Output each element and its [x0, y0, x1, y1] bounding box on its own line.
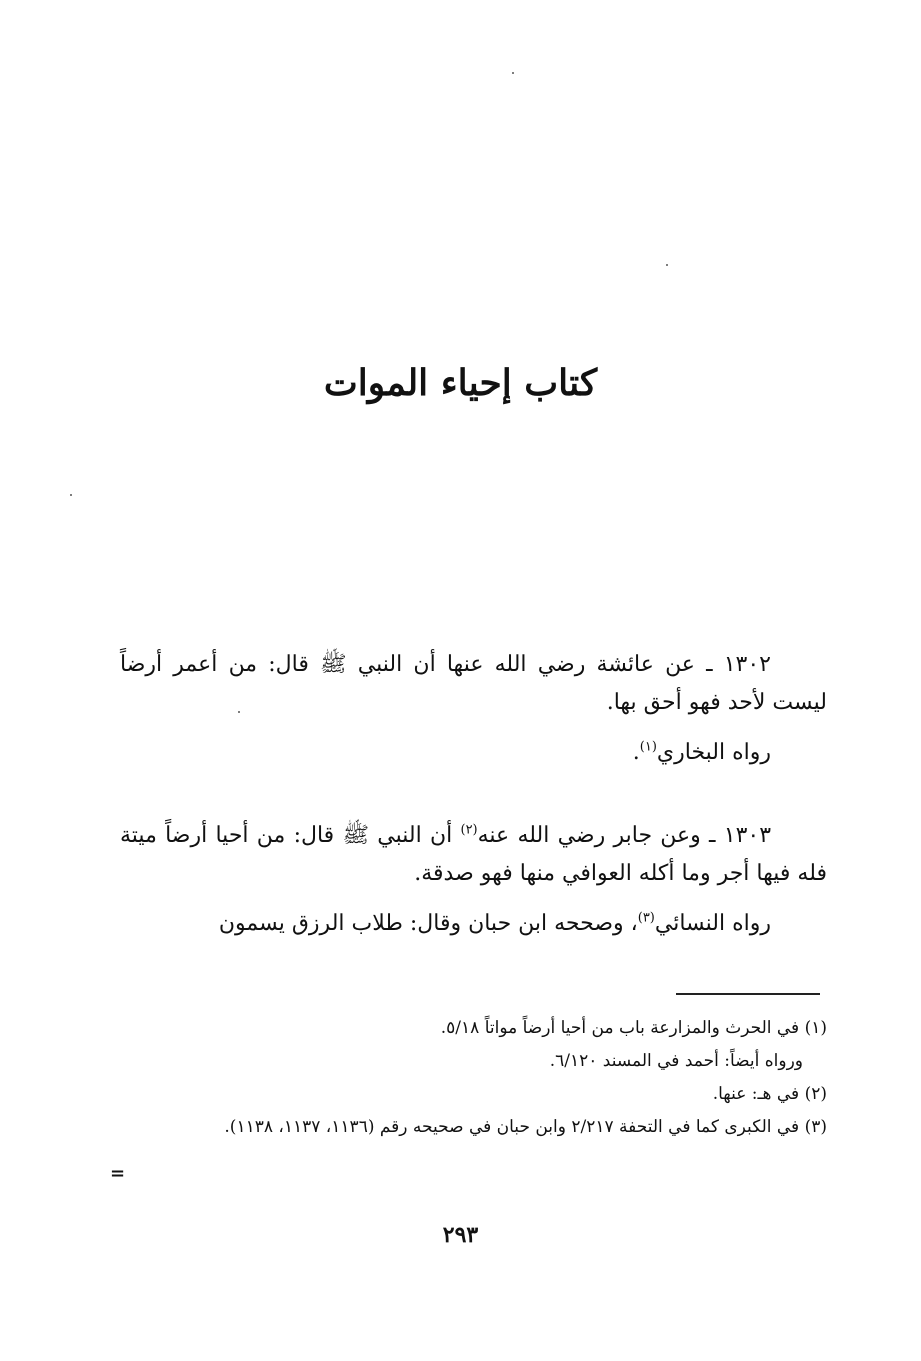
footnote-ref: (٢)	[460, 822, 478, 838]
page-number: ٢٩٣	[442, 1222, 479, 1248]
hadith-source	[120, 905, 827, 943]
source-text: رواه البخاري	[656, 740, 771, 765]
hadith-entry-1303	[120, 817, 827, 943]
source-end: .	[632, 740, 640, 765]
hadith-text-start: ١٣٠٣ ـ وعن جابر رضي الله عنه	[477, 823, 772, 848]
chapter-title: كتاب إحياء الموات	[323, 362, 598, 404]
scan-speck	[666, 264, 668, 266]
scan-speck	[70, 494, 72, 496]
footnote-ref: (١)	[639, 739, 657, 755]
footnote-3: (٣) في الكبرى كما في التحفة ٢/٢١٧ وابن حبان في صحيحه رقم (١١٣٦، ١١٣٧، ١١٣٨).	[224, 1117, 827, 1137]
footnote-ref: (٣)	[637, 910, 655, 926]
hadith-text: ١٣٠٢ ـ عن عائشة رضي الله عنها أن النبي ﷺ قال: من أعمر أرضاً ليست لأحد فهو أحق بها.	[120, 652, 827, 715]
source-text-rest: ، وصححه ابن حبان وقال: طلاب الرزق يسمون	[218, 911, 638, 936]
hadith-entry-1302	[120, 646, 827, 772]
footnote-1: (١) في الحرث والمزارعة باب من أحيا أرضاً مواتاً ٥/١٨.	[440, 1018, 827, 1038]
hadith-text-rest: أن النبي ﷺ قال: من أحيا أرضاً ميتة فله فيها أجر وما أكله العوافي منها فهو صدقة.	[120, 823, 827, 886]
footnote-2: (٢) في هـ: عنها.	[712, 1084, 827, 1104]
hadith-source	[120, 734, 827, 772]
footnote-1-continued: ورواه أيضاً: أحمد في المسند ٦/١٢٠.	[549, 1051, 803, 1071]
scan-speck	[512, 72, 514, 74]
source-text: رواه النسائي	[654, 911, 771, 936]
footnotes	[120, 1012, 827, 1144]
footnote-divider	[676, 993, 820, 995]
continuation-mark: =	[110, 1163, 126, 1184]
hadith-text	[120, 817, 827, 893]
